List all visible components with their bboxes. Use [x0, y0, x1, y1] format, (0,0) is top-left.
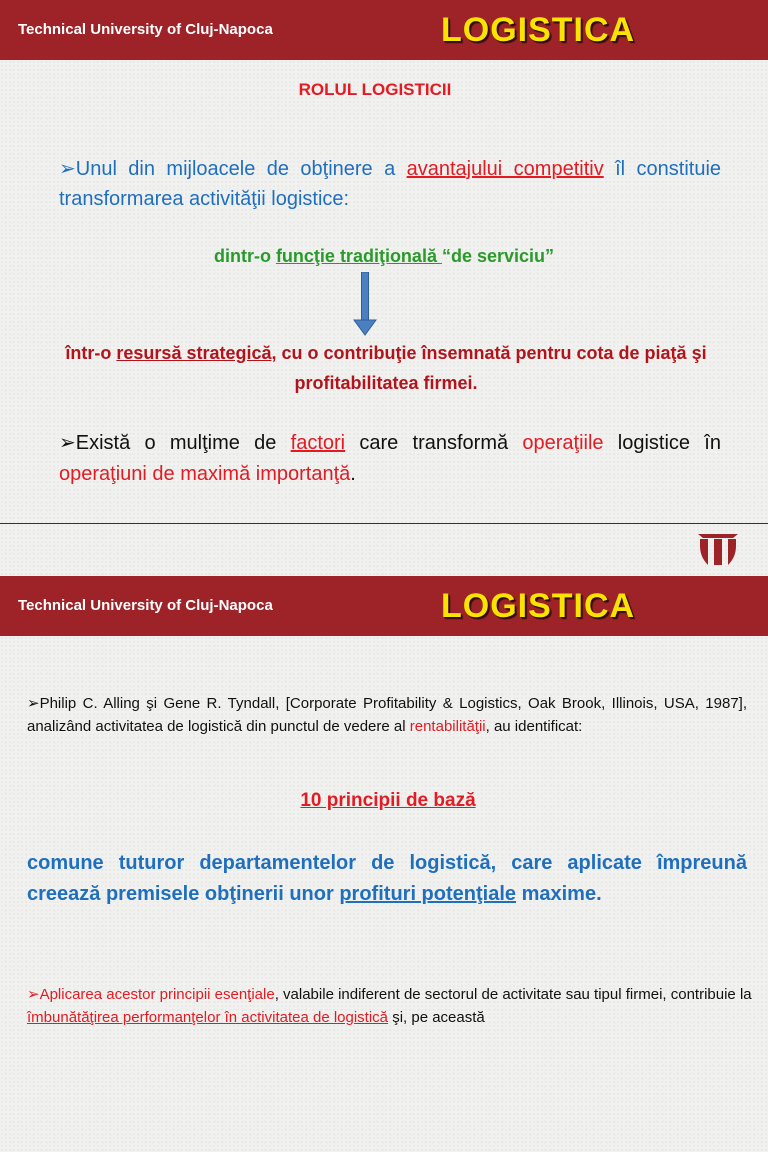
section-heading: ROLUL LOGISTICII: [298, 80, 452, 99]
transformation-from: dintr-o funcţie tradiţională “de serviciu”: [213, 246, 555, 266]
highlight-potential-profits: profituri potenţiale: [339, 883, 517, 905]
highlight-applying-principles: Aplicarea acestor principii esenţiale: [39, 986, 275, 1003]
paragraph-applying-principles: ➢Aplicarea acestor principii esenţiale, valabile indiferent de sectorul de activitate sau tipul firmei, contribuie la îmbunătăţirea performanţelor în activitatea de logistică şi, pe această: [27, 986, 752, 1026]
paragraph-factors: ➢Există o mulţime de factori care transformă operaţiile logistice în operaţiuni de maximă importanţă.: [59, 432, 721, 485]
slide-title: LOGISTICA: [441, 587, 636, 625]
transformation-to: într-o resursă strategică, cu o contribuţie însemnată pentru cota de piaţă şi profitabilitatea firmei.: [65, 343, 707, 393]
highlight-competitive-advantage: avantajului competitiv: [406, 158, 604, 180]
bullet-arrow-icon: ➢: [27, 695, 40, 712]
utcn-logo-icon: [697, 532, 739, 566]
highlight-strategic-resource: resursă strategică: [116, 343, 272, 363]
slide-header: [0, 576, 768, 636]
paragraph-competitive-advantage: ➢Unul din mijloacele de obţinere a avantajului competitiv îl constituie transformarea activităţii logistice:: [59, 158, 722, 210]
highlight-performance-improvement: îmbunătăţirea performanţelor în activitatea de logistică: [27, 1009, 389, 1026]
bullet-arrow-icon: ➢: [27, 986, 40, 1003]
highlight-traditional-function: funcţie tradiţională: [275, 246, 442, 266]
arrow-down-icon: [353, 272, 377, 336]
slide-header: [0, 0, 768, 60]
slide-title: LOGISTICA: [441, 11, 636, 49]
bullet-arrow-icon: ➢: [59, 432, 76, 454]
bullet-arrow-icon: ➢: [59, 158, 76, 180]
university-name: Technical University of Cluj-Napoca: [18, 21, 273, 38]
principles-heading: 10 principii de bază: [300, 790, 476, 811]
highlight-max-importance: operaţiuni de maximă importanţă: [59, 463, 351, 485]
slide-2: [0, 576, 768, 1152]
highlight-profitability: rentabilităţii: [409, 718, 486, 735]
paragraph-common-departments: comune tuturor departamentelor de logistică, care aplicate împreună creează premisele obţinerii unor profituri potenţiale maxime.: [27, 852, 747, 905]
paragraph-alling-tyndall: ➢Philip C. Alling şi Gene R. Tyndall, [Corporate Profitability & Logistics, Oak Brook, Illinois, USA, 1987], analizând activitatea de logistică din punctul de vedere al rentabilităţii, au identificat:: [27, 695, 747, 735]
university-name: Technical University of Cluj-Napoca: [18, 597, 273, 614]
footer-divider: [0, 523, 768, 524]
highlight-operations: operaţiile: [522, 432, 604, 454]
highlight-factors: factori: [290, 432, 346, 454]
